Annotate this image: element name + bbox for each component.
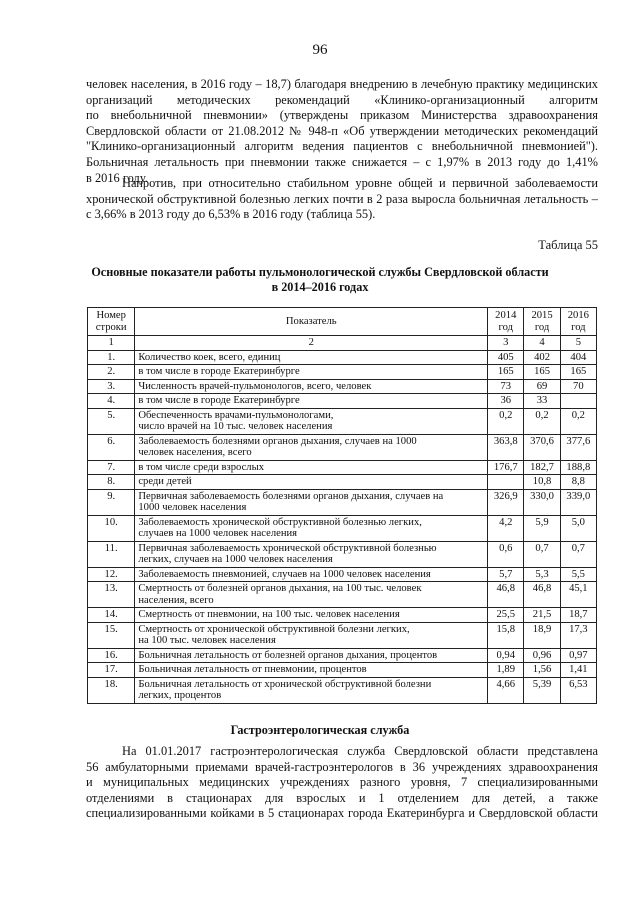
indicator-text: Заболеваемость хронической обструктивной болезнью легких, [138,516,422,528]
row-number: 6. [88,434,135,460]
column-index: 2 [135,336,488,351]
header-text: Номер [96,310,126,321]
paragraph-copd [86,176,598,223]
value-2014: 25,5 [488,608,524,623]
value-2016: 5,5 [560,567,596,582]
table-title-line: Основные показатели работы пульмонологической службы Свердловской области [91,265,549,279]
value-2016: 6,53 [560,677,596,703]
text-line: организаций методических рекомендаций «Клинико-организационный алгоритм [86,92,598,107]
text-line: по внебольничной пневмонии» (утверждены приказом Министерства здравоохранения [86,108,598,123]
row-number: 14. [88,608,135,623]
value-2014: 0,2 [488,408,524,434]
indicator-cell [135,475,488,490]
table-row [88,460,597,475]
text-line: Напротив, при относительно стабильном уровне общей и первичной заболеваемости [122,176,598,190]
value-2015: 165 [524,365,560,380]
value-2015: 21,5 [524,608,560,623]
row-number: 13. [88,582,135,608]
indicator-text: в том числе в городе Екатеринбурге [138,366,300,377]
value-2015: 402 [524,350,560,365]
value-2014: 15,8 [488,622,524,648]
value-2014: 363,8 [488,434,524,460]
header-text: 2016 [567,310,589,321]
row-number: 2. [88,365,135,380]
value-2015: 1,56 [524,663,560,678]
table-row [88,475,597,490]
indicator-cell [135,622,488,648]
row-number: 3. [88,379,135,394]
indicator-cell [135,515,488,541]
value-2016: 165 [560,365,596,380]
value-2015: 330,0 [524,489,560,515]
indicator-cell [135,582,488,608]
indicator-text: Смертность от хронической обструктивной болезни легких, [138,623,410,635]
table-row [88,379,597,394]
row-number: 18. [88,677,135,703]
indicator-cell [135,434,488,460]
text-line: и муниципальных медицинских учреждениях разного уровня, 7 специализированными [86,775,598,790]
indicator-text: Обеспеченность врачами-пульмонологами, [138,409,334,421]
row-number: 5. [88,408,135,434]
pulmonology-table [87,307,597,704]
value-2016: 0,2 [560,408,596,434]
text-line: 56 амбулаторными приемами врачей-гастроэнтерологов в 36 учреждениях здравоохранения [86,759,598,774]
indicator-text: легких, случаев на 1000 человек населения [138,554,333,565]
value-2016: 70 [560,379,596,394]
indicator-text: Заболеваемость пневмонией, случаев на 1000 человек населения [138,568,431,580]
value-2015: 5,39 [524,677,560,703]
indicator-text: число врачей на 10 тыс. человек населения [138,421,333,432]
indicator-text: среди детей [138,476,192,487]
indicator-cell [135,365,488,380]
value-2014: 36 [488,394,524,409]
value-2015: 10,8 [524,475,560,490]
table-row [88,622,597,648]
table-row [88,394,597,409]
indicator-text: 1000 человек населения [138,502,247,513]
value-2015: 0,7 [524,541,560,567]
indicator-cell [135,663,488,678]
column-index: 1 [88,336,135,351]
value-2015: 182,7 [524,460,560,475]
indicator-cell [135,460,488,475]
value-2014: 73 [488,379,524,394]
value-2014: 1,89 [488,663,524,678]
indicator-cell [135,567,488,582]
indicator-text: в том числе среди взрослых [138,461,264,473]
value-2016: 188,8 [560,460,596,475]
indicator-text: легких, процентов [138,690,222,701]
text-line: Свердловской области от 21.08.2012 № 948-п «Об утверждении методических рекомендаций [86,123,598,138]
text-line: отделениями в стационарах для взрослых и 1 отделением для детей, а также [86,790,598,805]
table-title-line: в 2014–2016 годах [271,280,369,294]
indicator-cell [135,608,488,623]
table-row [88,434,597,460]
text-line: в 2016 году. [86,170,148,185]
indicator-text: человек населения, всего [138,447,252,458]
indicator-text: Заболеваемость болезнями органов дыхания, случаев на 1000 [138,435,417,447]
value-2015: 33 [524,394,560,409]
table-title [0,265,640,295]
table-row [88,567,597,582]
value-2015: 0,96 [524,648,560,663]
column-index: 5 [560,336,596,351]
row-number: 4. [88,394,135,409]
header-indicator: Показатель [135,308,488,336]
table-row [88,489,597,515]
value-2014: 5,7 [488,567,524,582]
value-2014: 0,94 [488,648,524,663]
indicator-cell [135,379,488,394]
section-title: Гастроэнтерологическая служба [230,723,410,737]
indicator-cell [135,408,488,434]
value-2014: 46,8 [488,582,524,608]
row-number: 7. [88,460,135,475]
page-number: 96 [312,42,328,58]
column-index: 3 [488,336,524,351]
value-2016: 377,6 [560,434,596,460]
row-number: 1. [88,350,135,365]
value-2016: 17,3 [560,622,596,648]
table-row [88,648,597,663]
indicator-text: Больничная летальность от болезней органов дыхания, процентов [138,649,438,661]
paragraph-gastro [86,744,598,822]
header-text: год [498,321,513,333]
value-2015: 69 [524,379,560,394]
paragraph-pneumonia [86,77,598,186]
table-row [88,677,597,703]
indicator-text: Смертность от пневмонии, на 100 тыс. человек населения [138,609,400,620]
value-2014: 165 [488,365,524,380]
row-number: 9. [88,489,135,515]
value-2014: 4,2 [488,515,524,541]
table-row [88,408,597,434]
indicator-text: Численность врачей-пульмонологов, всего, человек [138,380,372,392]
value-2016: 18,7 [560,608,596,623]
text-line: На 01.01.2017 гастроэнтерологическая служба Свердловской области представлена [122,744,598,758]
header-2015 [524,308,560,336]
value-2015: 18,9 [524,622,560,648]
column-index: 4 [524,336,560,351]
value-2014: 4,66 [488,677,524,703]
value-2016: 8,8 [560,475,596,490]
value-2016 [560,394,596,409]
table-row [88,663,597,678]
indicator-text: Больничная летальность от хронической обструктивной болезни [138,678,432,690]
row-number: 16. [88,648,135,663]
value-2015: 5,3 [524,567,560,582]
text-line: человек населения, в 2016 году – 18,7) благодаря внедрению в лечебную практику медицинских [86,77,598,91]
header-row-number [88,308,135,336]
header-text: год [571,321,586,333]
value-2016: 1,41 [560,663,596,678]
value-2016: 0,7 [560,541,596,567]
indicator-text: случаев на 1000 человек населения [138,528,298,539]
indicator-cell [135,541,488,567]
indicator-text: в том числе в городе Екатеринбурге [138,395,300,406]
value-2014: 176,7 [488,460,524,475]
value-2015: 5,9 [524,515,560,541]
text-line: Больничная летальность при пневмонии также снижается – с 1,97% в 2013 году до 1,41% [86,154,598,169]
row-number: 11. [88,541,135,567]
table-row [88,608,597,623]
value-2016: 339,0 [560,489,596,515]
table-row [88,365,597,380]
table-row [88,541,597,567]
table-row [88,350,597,365]
value-2014: 326,9 [488,489,524,515]
indicator-cell [135,648,488,663]
value-2014: 405 [488,350,524,365]
indicator-cell [135,350,488,365]
indicator-text: населения, всего [138,594,214,606]
indicator-text: Количество коек, всего, единиц [138,351,281,363]
value-2016: 404 [560,350,596,365]
table-header-row [88,308,597,336]
header-text: строки [95,321,127,333]
header-2016 [560,308,596,336]
text-line: "Клинико-организационный алгоритм ведения пациентов с внебольничной пневмонией"). [86,139,598,154]
value-2016: 5,0 [560,515,596,541]
table-label: Таблица 55 [538,238,598,252]
indicator-cell [135,489,488,515]
header-text: год [534,321,550,333]
column-index-row [88,336,597,351]
value-2016: 45,1 [560,582,596,608]
indicator-text: Первичная заболеваемость хронической обструктивной болезнью [138,542,437,554]
text-line: специализированными койками в 5 стационарах города Екатеринбурга и Свердловской области [86,806,598,821]
indicator-cell [135,394,488,409]
value-2015: 370,6 [524,434,560,460]
value-2015: 0,2 [524,408,560,434]
value-2014: 0,6 [488,541,524,567]
row-number: 17. [88,663,135,678]
indicator-cell [135,677,488,703]
indicator-text: Больничная летальность от пневмонии, процентов [138,664,367,675]
row-number: 10. [88,515,135,541]
row-number: 12. [88,567,135,582]
indicator-text: на 100 тыс. человек населения [138,635,276,646]
header-2014 [488,308,524,336]
row-number: 15. [88,622,135,648]
header-text: 2014 [495,310,517,321]
value-2016: 0,97 [560,648,596,663]
value-2015: 46,8 [524,582,560,608]
indicator-text: Первичная заболеваемость болезнями органов дыхания, случаев на [138,490,444,502]
row-number: 8. [88,475,135,490]
indicator-text: Смертность от болезней органов дыхания, на 100 тыс. человек [138,583,422,594]
table-row [88,515,597,541]
value-2014 [488,475,524,490]
text-line: с 3,66% в 2013 году до 6,53% в 2016 году (таблица 55). [86,207,376,222]
header-text: 2015 [531,310,553,321]
table-body [88,350,597,703]
table-row [88,582,597,608]
text-line: хронической обструктивной болезнью легких почти в 2 раза выросла больничная летальность – [86,191,598,206]
